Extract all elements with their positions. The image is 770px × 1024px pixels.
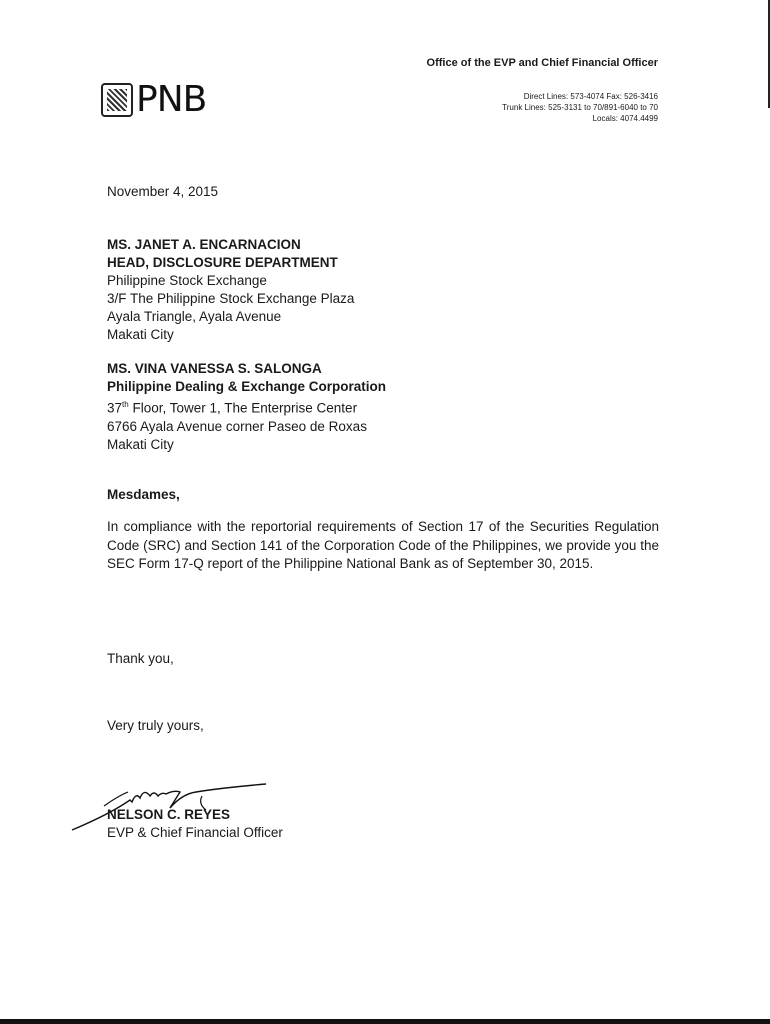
recipient-1-org: Philippine Stock Exchange <box>107 273 267 288</box>
salutation: Mesdames, <box>107 487 180 502</box>
recipient-2-org: Philippine Dealing & Exchange Corporation <box>107 379 387 394</box>
recipient-1 <box>107 236 354 344</box>
body-paragraph: In compliance with the reportorial requirements of Section 17 of the Securities Regulation Code (SRC) and Section 141 of the Corporation Code of the Philippines, we provide you the SEC Form 17-Q report of the Philippine National Bank as of September 30, 2015. <box>107 519 659 572</box>
letter-date: November 4, 2015 <box>107 184 219 199</box>
recipient-2 <box>107 360 386 454</box>
recipient-1-addr1: 3/F The Philippine Stock Exchange Plaza <box>107 291 355 306</box>
floor-suffix: th <box>122 400 129 409</box>
closing: Very truly yours, <box>107 718 204 733</box>
recipient-1-addr2: Ayala Triangle, Ayala Avenue <box>107 309 282 324</box>
signatory <box>107 806 283 842</box>
logo-text: PNB <box>136 79 207 120</box>
locals: Locals: 4074.4499 <box>592 114 658 123</box>
recipient-1-name: MS. JANET A. ENCARNACION <box>107 237 301 252</box>
signatory-title: EVP & Chief Financial Officer <box>107 825 283 840</box>
pnb-emblem-icon <box>101 83 133 117</box>
scan-edge-bottom <box>0 1019 770 1024</box>
recipient-2-name: MS. VINA VANESSA S. SALONGA <box>107 361 322 376</box>
pnb-logo <box>101 80 206 120</box>
thanks: Thank you, <box>107 651 174 666</box>
recipient-1-city: Makati City <box>107 327 174 342</box>
contact-info <box>502 91 658 124</box>
recipient-2-city: Makati City <box>107 436 174 452</box>
recipient-2-addr1 <box>107 396 386 418</box>
direct-lines: Direct Lines: 573-4074 Fax: 526-3416 <box>523 92 658 101</box>
office-title: Office of the EVP and Chief Financial Officer <box>426 57 658 69</box>
recipient-1-title: HEAD, DISCLOSURE DEPARTMENT <box>107 255 338 270</box>
floor-rest: Floor, Tower 1, The Enterprise Center <box>128 400 358 416</box>
floor-number: 37 <box>107 400 123 416</box>
signatory-name: NELSON C. REYES <box>107 807 231 822</box>
trunk-lines: Trunk Lines: 525-3131 to 70/891-6040 to 70 <box>502 103 658 112</box>
recipient-2-addr2: 6766 Ayala Avenue corner Paseo de Roxas <box>107 418 367 434</box>
